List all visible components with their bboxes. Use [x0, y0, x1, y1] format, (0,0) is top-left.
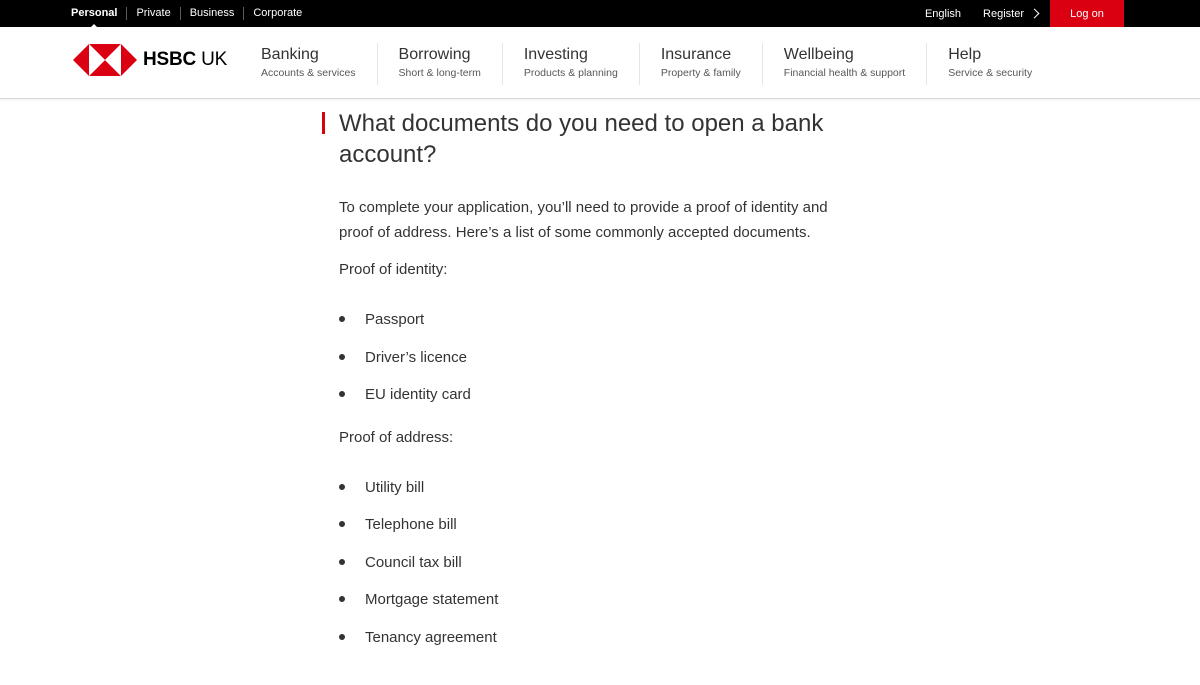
nav-title: Insurance	[660, 46, 732, 63]
list-item: Passport	[339, 307, 862, 345]
list-item: Utility bill	[339, 475, 862, 513]
nav-subtitle: Service & security	[948, 67, 1033, 79]
nav-title: Investing	[523, 46, 588, 63]
customer-segment-nav	[62, 0, 311, 27]
list-item: EU identity card	[339, 382, 862, 420]
bullet-icon	[339, 559, 345, 565]
nav-subtitle: Products & planning	[523, 67, 618, 79]
nav-wellbeing[interactable]	[762, 43, 926, 85]
identity-subheading: Proof of identity:	[339, 261, 448, 278]
register-label: Register	[983, 7, 1024, 20]
nav-subtitle: Financial health & support	[783, 67, 906, 79]
bullet-icon	[339, 391, 345, 397]
list-item: Mortgage statement	[339, 587, 862, 625]
top-utility-bar	[0, 0, 1200, 27]
list-item: Council tax bill	[339, 550, 862, 588]
nav-subtitle: Short & long-term	[398, 67, 481, 79]
bullet-icon	[339, 521, 345, 527]
segment-personal[interactable]: Personal	[62, 7, 126, 20]
bullet-icon	[339, 484, 345, 490]
nav-title: Banking	[261, 46, 319, 63]
language-selector[interactable]: English	[924, 7, 962, 20]
bullet-icon	[339, 316, 345, 322]
article-content	[322, 108, 862, 662]
nav-borrowing[interactable]	[377, 43, 502, 85]
bullet-icon	[339, 354, 345, 360]
address-subheading: Proof of address:	[339, 428, 454, 446]
segment-corporate[interactable]: Corporate	[243, 7, 311, 20]
primary-nav	[240, 43, 1053, 85]
address-document-list	[322, 475, 862, 663]
hsbc-logo[interactable]	[73, 44, 227, 76]
nav-help[interactable]	[926, 43, 1053, 85]
identity-document-list	[322, 307, 862, 420]
brand-wordmark: HSBC UK	[143, 49, 228, 70]
page-title: What documents do you need to open a bank account?	[339, 110, 824, 168]
bullet-icon	[339, 596, 345, 602]
nav-insurance[interactable]	[639, 43, 762, 85]
top-right-actions	[925, 0, 1200, 27]
nav-title: Borrowing	[398, 46, 471, 63]
nav-subtitle: Property & family	[660, 67, 741, 79]
hsbc-hexagon-icon	[73, 44, 137, 76]
nav-subtitle: Accounts & services	[261, 67, 356, 79]
list-item: Telephone bill	[339, 512, 862, 550]
register-link[interactable]	[983, 8, 1038, 20]
section-heading	[322, 108, 862, 170]
log-on-button[interactable]: Log on	[1050, 0, 1124, 27]
nav-title: Help	[948, 46, 982, 63]
segment-business[interactable]: Business	[180, 7, 244, 20]
segment-private[interactable]: Private	[126, 7, 179, 20]
list-item: Tenancy agreement	[339, 625, 862, 663]
intro-paragraph: To complete your application, you’ll need to provide a proof of identity and proof of address. Here’s a list of some commonly accepted documents.	[339, 199, 828, 241]
bullet-icon	[339, 634, 345, 640]
nav-banking[interactable]	[240, 43, 377, 85]
heading-accent-rule	[322, 112, 325, 134]
main-header	[0, 27, 1200, 99]
nav-title: Wellbeing	[783, 46, 854, 63]
chevron-right-icon	[1030, 9, 1040, 19]
nav-investing[interactable]	[502, 43, 639, 85]
list-item: Driver’s licence	[339, 345, 862, 383]
